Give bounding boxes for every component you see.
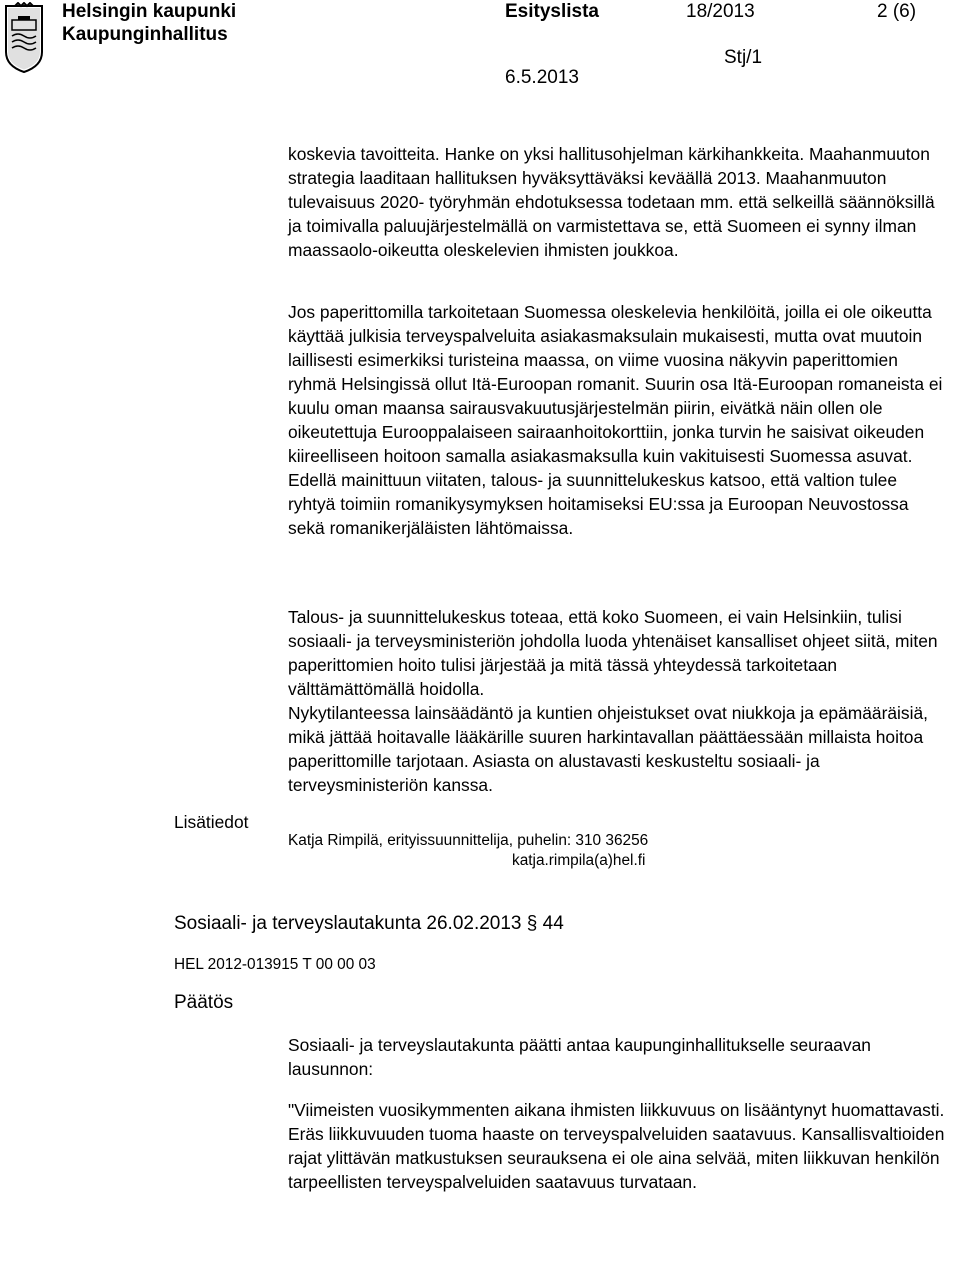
contact-block [288,831,648,871]
helsinki-crest-icon [2,2,46,74]
contact-person: Katja Rimpilä, erityissuunnittelija, puhelin: 310 36256 [288,832,649,849]
paragraph-2-block [288,300,948,540]
org-unit: Kaupunginhallitus [62,24,228,45]
board-section-heading: Sosiaali- ja terveyslautakunta 26.02.2013 § 44 [174,913,564,934]
paragraph-3b: Nykytilanteessa lainsäädäntö ja kuntien ohjeistukset ovat niukkoja ja epämääräisiä, mikä jättää hoitavalle lääkärille suuren harkintavallan päättäessään millaista hoitoa paperittomille tarjotaan. Asiasta on alustavasti keskusteltu sosiaali- ja terveysministeriön kanssa. [288,703,928,795]
paragraph-2: Jos paperittomilla tarkoitetaan Suomessa oleskelevia henkilöitä, joilla ei ole oikeutta käyttää julkisia terveyspalveluita asiakasmaksulain mukaisesti, mutta ovat muutoin laillisesti esimerkiksi turisteina maassa, on viime vuosina näkyvin paperittomien ryhmä Helsingissä ollut Itä-Euroopan romanit. Suurin osa Itä-Euroopan romaneista ei kuulu oman maansa sairausvakuutusjärjestelmän piirin, eivätkä näin ollen ole oikeutettuja Eurooppalaiseen sairaanhoitokorttiin, jonka turvin he saisivat oikeuden kiireelliseen hoitoon samalla asiakasmaksulla kuin vakituisesti Suomessa asuvat. Edellä mainittuun viitaten, talous- ja suunnittelukeskus katsoo, että valtion tulee ryhtyä toimiin romanikysymyksen hoitamiseksi EU:ssa ja Euroopan Neuvostossa sekä romanikerjäläisten lähtömaissa. [288,302,943,538]
doc-type: Esityslista [505,1,599,22]
case-number: HEL 2012-013915 T 00 00 03 [174,956,376,973]
quote-block [288,1098,948,1194]
paragraph-1: koskevia tavoitteita. Hanke on yksi hallitusohjelman kärkihankkeita. Maahanmuuton strategia laaditaan hallituksen hyväksyttäväksi keväällä 2013. Maahanmuuton tulevaisuus 2020- työryhmän ehdotuksessa todetaan mm. että selkeillä säännöksillä ja toimivalla paluujärjestelmällä on varmistettava se, että Suomeen ei synny ilman maassaolo-oikeutta oleskelevien ihmisten joukkoa. [288,144,935,260]
org-name: Helsingin kaupunki [62,1,237,22]
paragraph-3-block [288,605,948,797]
main-body [288,142,948,262]
additional-info-label: Lisätiedot [174,812,249,832]
paragraph-3a: Talous- ja suunnittelukeskus toteaa, että koko Suomeen, ei vain Helsinkiin, tulisi sosiaali- ja terveysministeriön johdolla luoda yhtenäiset kansalliset ohjeet siitä, miten paperittomien hoito tulisi järjestää ja mitä tässä yhteydessä tarkoitetaan välttämättömällä hoidolla. [288,607,938,699]
doc-date: 6.5.2013 [505,67,579,88]
decision-label: Päätös [174,992,234,1013]
decision-text-block [288,1033,948,1081]
quote-text: "Viimeisten vuosikymmenten aikana ihmisten liikkuvuus on lisääntynyt huomattavasti. Eräs liikkuvuuden tuoma haaste on terveyspalveluiden saatavuus. Kansallisvaltioiden rajat ylittävän matkustuksen seurauksena ei ole aina selvää, miten liikkuvan henkilön tarpeellisten terveyspalveluiden saatavuus turvataan. [288,1100,945,1192]
doc-number: 18/2013 [686,1,755,22]
contact-email: katja.rimpila(a)hel.fi [512,852,646,869]
decision-text: Sosiaali- ja terveyslautakunta päätti antaa kaupunginhallitukselle seuraavan lausunnon: [288,1035,871,1079]
page-number: 2 (6) [877,1,917,22]
section-code: Stj/1 [724,47,763,68]
